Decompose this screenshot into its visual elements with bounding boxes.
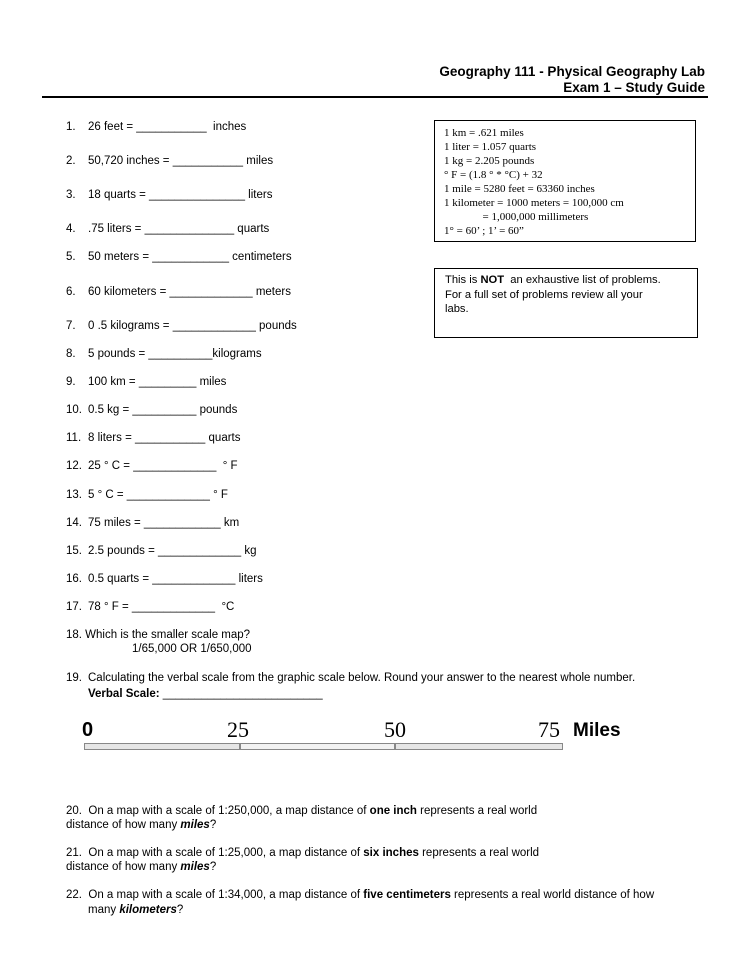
question-number: 17.: [66, 601, 82, 613]
question-text: 50 meters = ____________ centimeters: [88, 251, 292, 263]
question-number: 12.: [66, 460, 82, 472]
question-number: 14.: [66, 517, 82, 529]
question-text: 5 ° C = _____________ ° F: [88, 489, 228, 501]
question-text: On a map with a scale of 1:25,000, a map distance of: [88, 847, 364, 859]
question-text: 0.5 quarts = _____________ liters: [88, 573, 263, 585]
question-18: 18. Which is the smaller scale map?: [66, 629, 251, 641]
note-box: [434, 268, 698, 338]
question-number: 4.: [66, 223, 76, 235]
question-text: represents a real world distance of how: [450, 889, 655, 901]
conversion-line: 1 km = .621 miles: [444, 127, 524, 139]
question-text: Calculating the verbal scale from the graphic scale below. Round your answer to the nearest whole number.: [88, 672, 636, 684]
question-number: 2.: [66, 155, 76, 167]
question-number: 7.: [66, 320, 76, 332]
scale-segment: [84, 743, 240, 750]
question-number: 20.: [66, 805, 82, 817]
note-text: labs.: [445, 303, 469, 315]
question-text: ?: [209, 819, 217, 831]
header-rule: [42, 96, 708, 98]
question-emphasis: six inches: [363, 847, 419, 859]
verbal-scale-blank: _________________________: [162, 688, 323, 700]
question-text: distance of how many: [66, 861, 181, 873]
question-text: many: [88, 904, 120, 916]
question-item: [66, 155, 273, 167]
note-text: For a full set of problems review all your: [445, 288, 643, 301]
question-number: 1.: [66, 121, 76, 133]
question-item: [66, 432, 241, 444]
question-number: 13.: [66, 489, 82, 501]
question-item: [66, 189, 272, 201]
question-emphasis: miles: [180, 819, 210, 831]
question-text: 2.5 pounds = _____________ kg: [88, 545, 257, 557]
question-number: 5.: [66, 251, 76, 263]
header-subtitle: Exam 1 – Study Guide: [563, 80, 705, 95]
verbal-scale-line: [88, 688, 323, 700]
question-text: .75 liters = ______________ quarts: [88, 223, 270, 235]
question-text: represents a real world: [416, 805, 538, 817]
question-text: ?: [176, 904, 184, 916]
question-number: 8.: [66, 348, 76, 360]
question-text: 75 miles = ____________ km: [88, 517, 240, 529]
conversion-line: = 1,000,000 millimeters: [444, 211, 589, 223]
question-item: [66, 601, 234, 613]
question-text: 100 km = _________ miles: [88, 376, 227, 388]
question-item: [66, 251, 292, 263]
question-number: 21.: [66, 847, 82, 859]
conversion-line: 1 kg = 2.205 pounds: [444, 155, 535, 167]
question-number: 10.: [66, 404, 82, 416]
verbal-scale-label: Verbal Scale:: [88, 688, 163, 700]
question-text: distance of how many: [66, 819, 181, 831]
question-emphasis: miles: [180, 861, 210, 873]
question-19: [66, 672, 635, 684]
scale-segment: [395, 743, 563, 750]
conversion-box: [434, 120, 696, 242]
question-21: [66, 847, 539, 859]
scale-label-75: 75: [538, 717, 560, 742]
question-emphasis: kilometers: [119, 904, 177, 916]
question-21-line2: [66, 861, 216, 873]
question-item: [66, 517, 239, 529]
question-item: [66, 376, 226, 388]
scale-label-50: 50: [384, 717, 406, 742]
note-text: This is: [445, 274, 481, 286]
question-item: [66, 460, 238, 472]
note-emphasis: NOT: [480, 274, 505, 286]
scale-segment: [240, 743, 395, 750]
question-text: 8 liters = ___________ quarts: [88, 432, 241, 444]
question-number: 3.: [66, 189, 76, 201]
question-item: [66, 320, 297, 332]
scale-unit: Miles: [573, 720, 621, 741]
question-text: ?: [209, 861, 217, 873]
question-number: 19.: [66, 672, 82, 684]
question-text: 26 feet = ___________ inches: [88, 121, 247, 133]
question-22: [66, 889, 654, 901]
question-item: [66, 223, 269, 235]
question-emphasis: five centimeters: [363, 889, 451, 901]
question-number: 22.: [66, 889, 82, 901]
question-text: 60 kilometers = _____________ meters: [88, 286, 291, 298]
question-item: [66, 286, 291, 298]
question-text: On a map with a scale of 1:250,000, a map distance of: [88, 805, 370, 817]
question-text: 18 quarts = _______________ liters: [88, 189, 273, 201]
question-text: 25 ° C = _____________ ° F: [88, 460, 238, 472]
question-text: 0 .5 kilograms = _____________ pounds: [88, 320, 297, 332]
conversion-line: 1 kilometer = 1000 meters = 100,000 cm: [444, 197, 624, 209]
question-text: represents a real world: [418, 847, 540, 859]
question-number: 6.: [66, 286, 76, 298]
scale-label-0: 0: [82, 719, 94, 741]
question-20-line2: [66, 819, 216, 831]
question-text: 78 ° F = _____________ °C: [88, 601, 235, 613]
question-item: [66, 545, 257, 557]
conversion-line: 1 liter = 1.057 quarts: [444, 141, 537, 153]
question-item: [66, 121, 246, 133]
question-number: 16.: [66, 573, 82, 585]
question-emphasis: one inch: [369, 805, 417, 817]
question-22-line2: [88, 904, 183, 916]
question-item: [66, 348, 262, 360]
header-title: Geography 111 - Physical Geography Lab: [439, 64, 705, 79]
question-number: 11.: [66, 432, 82, 444]
conversion-line: ° F = (1.8 ° * °C) + 32: [444, 169, 543, 181]
conversion-line: 1° = 60’ ; 1’ = 60”: [444, 225, 524, 237]
question-text: 0.5 kg = __________ pounds: [88, 404, 238, 416]
question-18-options: 1/65,000 OR 1/650,000: [132, 643, 252, 655]
question-20: [66, 805, 537, 817]
question-item: [66, 573, 263, 585]
note-text: an exhaustive list of problems.: [504, 274, 661, 286]
question-number: 9.: [66, 376, 76, 388]
question-item: [66, 404, 237, 416]
question-number: 15.: [66, 545, 82, 557]
question-text: 50,720 inches = ___________ miles: [88, 155, 274, 167]
question-item: [66, 489, 228, 501]
scale-label-25: 25: [227, 717, 249, 742]
question-text: On a map with a scale of 1:34,000, a map distance of: [88, 889, 364, 901]
conversion-line: 1 mile = 5280 feet = 63360 inches: [444, 183, 595, 195]
question-text: 5 pounds = __________kilograms: [88, 348, 262, 360]
